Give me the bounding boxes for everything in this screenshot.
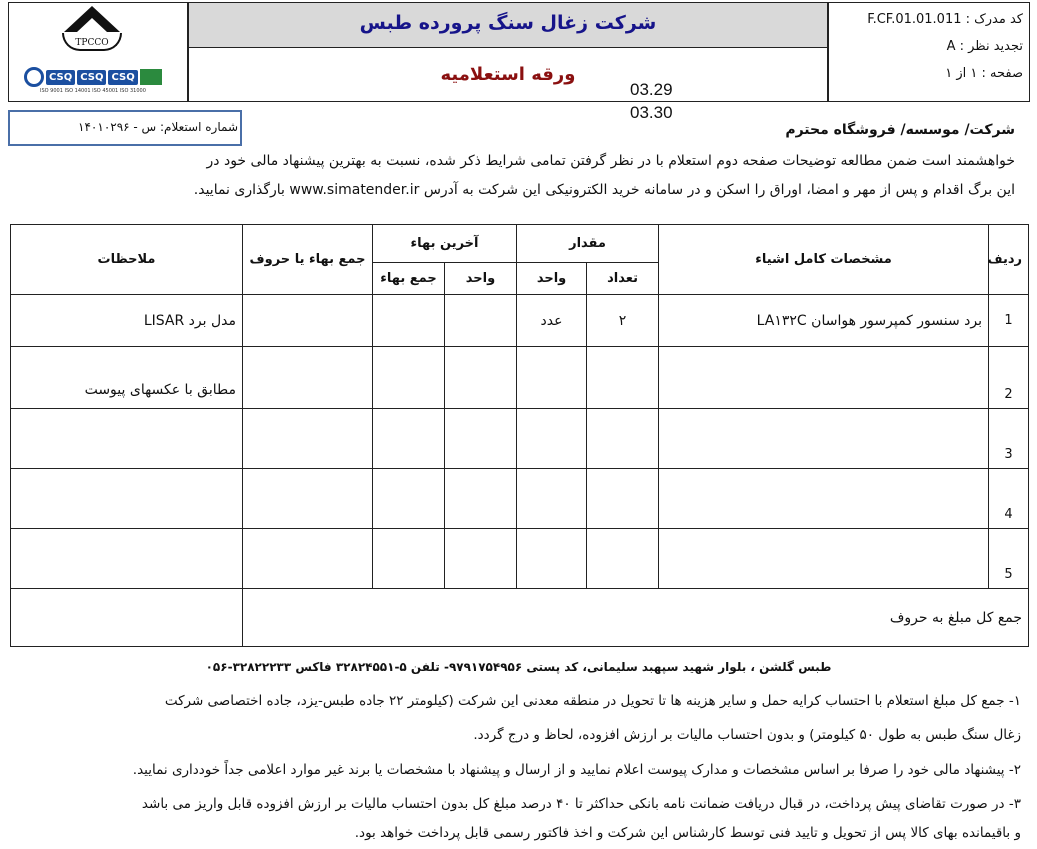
- cert-label: CSQ: [77, 70, 106, 85]
- row-number: 5: [989, 529, 1029, 589]
- intro-line: این برگ اقدام و پس از مهر و امضا، اوراق را اسکن و در سامانه خرید الکترونیکی این شرکت به آدرس www.simatender.ir بارگذاری نمایید.: [193, 182, 1015, 198]
- cert-label: CSQ: [108, 70, 137, 85]
- cert-label: CSQ: [46, 70, 75, 85]
- table-row: [11, 347, 1029, 409]
- total-words-cell: [243, 409, 373, 469]
- item-unit: [517, 529, 587, 589]
- item-count: ۲: [587, 295, 659, 347]
- company-logo-icon-inner: [77, 18, 107, 32]
- row-number: 1: [989, 295, 1029, 347]
- price-unit-cell: [445, 295, 517, 347]
- table-row: [11, 469, 1029, 529]
- page-number: صفحه : ۱ از ۱: [945, 66, 1023, 81]
- price-unit-cell: [445, 469, 517, 529]
- header-price-unit: واحد: [445, 263, 517, 295]
- clause-line: ۲- پیشنهاد مالی خود را صرفا بر اساس مشخصات و مدارک پیوست اعلام نمایید و از ارسال و پیشنهاد با مشخصات یا برند غیر موارد اعلامی جداً خودداری نمایید.: [132, 762, 1021, 778]
- header-count: تعداد: [587, 263, 659, 295]
- item-description: [659, 529, 989, 589]
- items-table: [10, 224, 1029, 647]
- price-total-cell: [373, 347, 445, 409]
- price-total-cell: [373, 469, 445, 529]
- doc-code: کد مدرک : F.CF.01.01.011: [867, 12, 1023, 27]
- price-unit-cell: [445, 529, 517, 589]
- revision: تجدید نظر : A: [946, 39, 1023, 54]
- table-row: [11, 529, 1029, 589]
- item-description: [659, 409, 989, 469]
- item-count: [587, 529, 659, 589]
- item-count: [587, 347, 659, 409]
- item-unit: [517, 469, 587, 529]
- date-stamp-line2: 03.30: [630, 103, 673, 122]
- clause-line: ۳- در صورت تقاضای پیش پرداخت، در قبال دریافت ضمانت نامه بانکی حداکثر تا ۴۰ درصد مبلغ کل بدون احتساب مالیات بر ارزش افزوده قابل واریز می باشد: [141, 796, 1021, 812]
- total-words-cell: [243, 529, 373, 589]
- price-total-cell: [373, 295, 445, 347]
- header-total-in-words: جمع بهاء یا حروف: [243, 225, 373, 295]
- grand-total-label: جمع کل مبلغ به حروف: [243, 589, 1029, 647]
- item-remarks: [11, 529, 243, 589]
- certificate-seal-icon: [24, 67, 44, 87]
- header-quantity: مقدار: [517, 225, 659, 263]
- certifier-logo-icon: [140, 69, 162, 85]
- row-number: 4: [989, 469, 1029, 529]
- price-total-cell: [373, 409, 445, 469]
- certification-strip: [24, 66, 176, 88]
- header-row-no: ردیف: [989, 225, 1029, 295]
- grand-total-row: [11, 589, 1029, 647]
- header-remarks: ملاحظات: [11, 225, 243, 295]
- header-price-total: جمع بهاء: [373, 263, 445, 295]
- clause-line: ۱- جمع کل مبلغ استعلام با احتساب کرایه حمل و سایر هزینه ها تا تحویل در منطقه معدنی این شرکت (کیلومتر ۲۲ جاده طبس-یزد، جاده اختصاصی شرکت: [164, 693, 1021, 709]
- date-stamp-line1: 03.29: [630, 80, 673, 99]
- company-title: شرکت زغال سنگ پرورده طبس: [359, 12, 657, 34]
- price-unit-cell: [445, 347, 517, 409]
- row-number: 3: [989, 409, 1029, 469]
- header-last-price: آخرین بهاء: [373, 225, 517, 263]
- item-description: برد سنسور کمپرسور هواسان LA۱۳۲C: [659, 295, 989, 347]
- total-words-cell: [243, 295, 373, 347]
- item-description: [659, 469, 989, 529]
- item-remarks: [11, 469, 243, 529]
- intro-line: خواهشمند است ضمن مطالعه توضیحات صفحه دوم استعلام با در نظر گرفتن تمامی شرایط ذکر شده، نسبت به بهترین پیشنهاد مالی خود در: [206, 153, 1015, 169]
- item-count: [587, 409, 659, 469]
- item-unit: عدد: [517, 295, 587, 347]
- company-logo-text: TPCCO: [75, 38, 109, 48]
- total-words-cell: [243, 469, 373, 529]
- header-unit: واحد: [517, 263, 587, 295]
- item-remarks: مطابق با عکسهای پیوست: [11, 347, 243, 409]
- item-remarks: مدل برد LISAR: [11, 295, 243, 347]
- clause-line: زغال سنگ طبس به طول ۵۰ کیلومتر) و بدون احتساب مالیات بر ارزش افزوده، لحاظ و درج گردد.: [473, 727, 1021, 743]
- greeting: شرکت/ موسسه/ فروشگاه محترم: [785, 122, 1015, 138]
- price-total-cell: [373, 529, 445, 589]
- row-number: 2: [989, 347, 1029, 409]
- company-address: طبس گلشن ، بلوار شهید سپهبد سلیمانی، کد پستی ۹۷۹۱۷۵۴۹۵۶- تلفن ۵-۳۲۸۲۴۵۵۱ فاکس ۳۲۸۲۲۲۳۳-۰۵۶: [205, 660, 832, 674]
- inquiry-number: شماره استعلام: س - ۱۴۰۱۰۲۹۶: [78, 120, 238, 134]
- form-title: ورقه استعلامیه: [440, 64, 576, 85]
- item-unit: [517, 409, 587, 469]
- item-unit: [517, 347, 587, 409]
- table-row: [11, 295, 1029, 347]
- header-description: مشخصات کامل اشیاء: [659, 225, 989, 295]
- clause-line: و باقیمانده بهای کالا پس از تحویل و تایید فنی توسط کارشناس این شرکت و اخذ فاکتور رسمی قابل پرداخت خواهد بود.: [354, 825, 1021, 841]
- item-remarks: [11, 409, 243, 469]
- item-description: [659, 347, 989, 409]
- price-unit-cell: [445, 409, 517, 469]
- item-count: [587, 469, 659, 529]
- total-words-cell: [243, 347, 373, 409]
- grand-total-value-cell: [11, 589, 243, 647]
- table-row: [11, 409, 1029, 469]
- cert-caption: ISO 9001 ISO 14001 ISO 45001 ISO 31000: [40, 88, 146, 94]
